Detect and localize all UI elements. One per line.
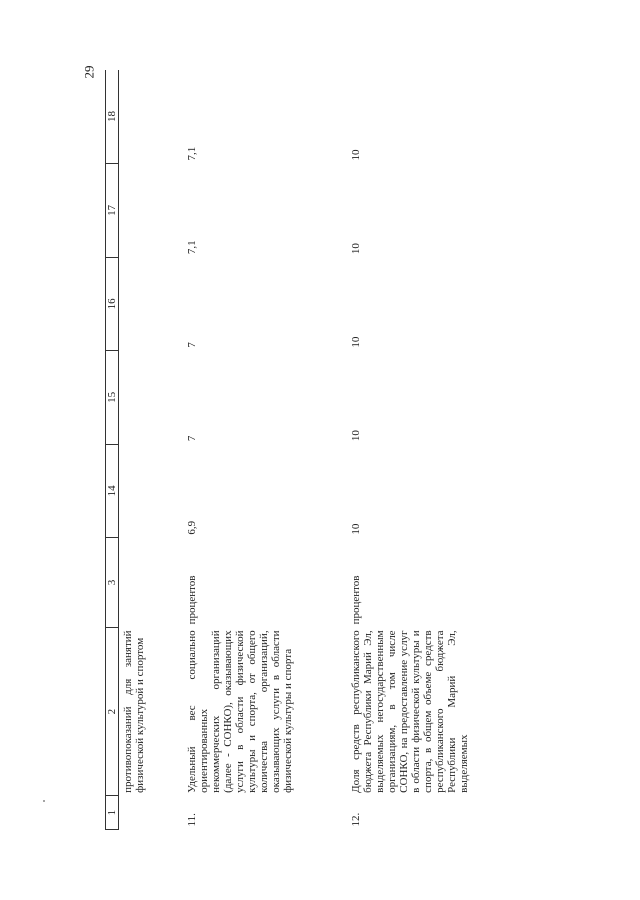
row-value-14: 10: [350, 523, 362, 535]
row-value-14: 6,9: [186, 520, 198, 535]
page-number: 29: [81, 65, 97, 79]
rotated-table-container: [105, 70, 525, 830]
row-value-18: 7,1: [186, 146, 198, 161]
row-number: 11.: [186, 813, 198, 827]
row-value-16: 10: [350, 336, 362, 348]
header-col-14: 14: [106, 444, 119, 538]
header-col-17: 17: [106, 164, 119, 258]
row-description: Удельный вес социально ориентированных некоммерческих организаций (далее - СОНКО), оказывающих услуги в области физической культуры и спорта, от общего количества организаций, оказывающих услуги в области физической культуры и спорта: [186, 630, 294, 793]
indicator-table: [105, 70, 530, 830]
header-row: [106, 70, 119, 830]
row-unit: процентов: [350, 575, 362, 625]
scan-speck: [43, 800, 45, 802]
table-row-11: [182, 70, 346, 830]
row-value-17: 7,1: [186, 240, 198, 255]
row-value-15: 7: [186, 435, 198, 442]
row-value-15: 10: [350, 430, 362, 442]
row-unit: процентов: [186, 575, 198, 625]
header-col-3: 3: [106, 538, 119, 628]
row-description: Доля средств республиканского бюджета Республики Марий Эл, выделяемых негосударственным организациям, в том числе СОНКО, на предоставление услуг в области физической культуры и спорта, в общем объеме средств республиканского бюджета Республики Марий Эл, выделяемых: [350, 630, 470, 793]
table-row-12: [346, 70, 530, 830]
header-col-1: 1: [106, 796, 119, 830]
row-value-17: 10: [350, 243, 362, 255]
row-value-16: 7: [186, 342, 198, 348]
header-col-2: 2: [106, 627, 119, 795]
table-row-continuation: [119, 70, 183, 830]
row-value-18: 10: [350, 149, 362, 161]
continuation-num-cell: [119, 796, 183, 830]
continuation-text: противопоказаний для занятий физической культурой и спортом: [122, 630, 146, 793]
header-col-18: 18: [106, 70, 119, 164]
header-col-16: 16: [106, 257, 119, 351]
row-number: 12.: [350, 812, 362, 827]
header-col-15: 15: [106, 351, 119, 445]
